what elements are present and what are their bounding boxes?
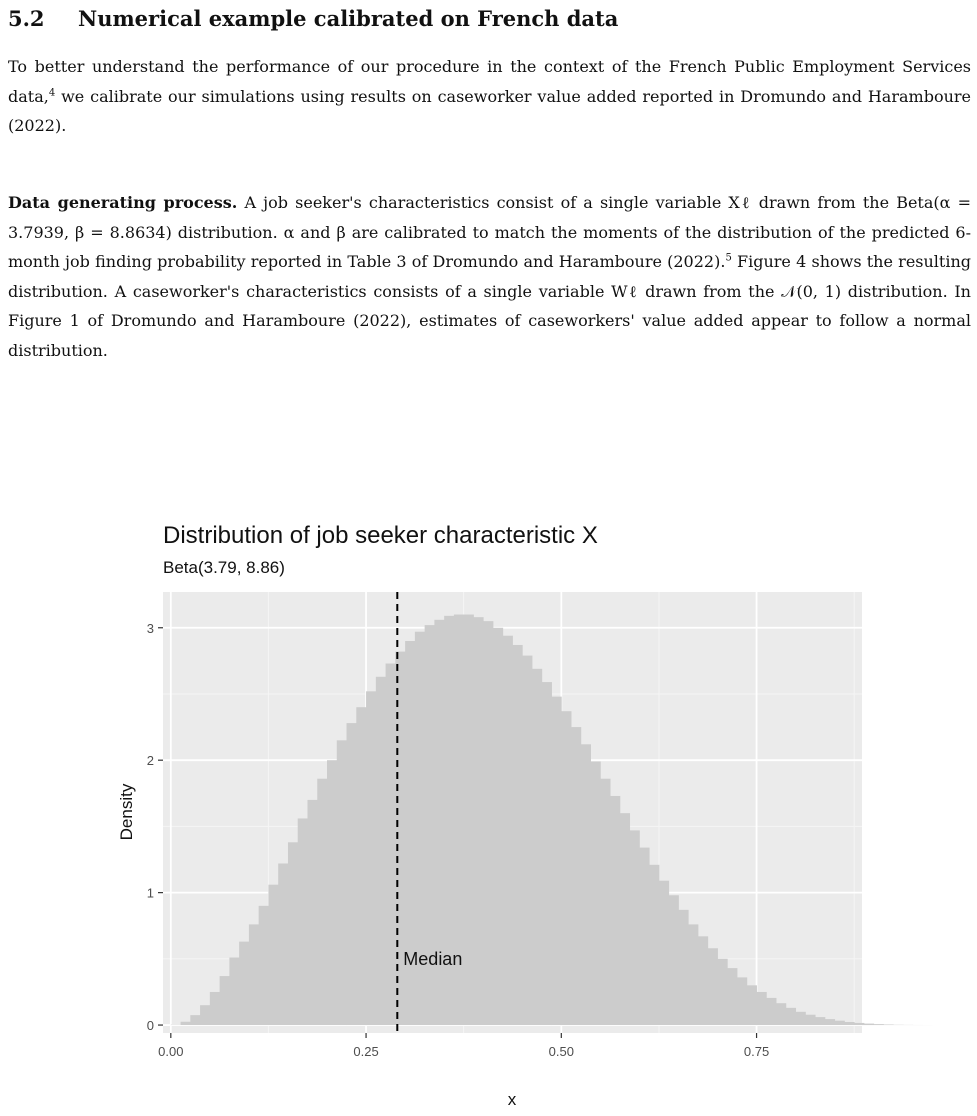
histogram-bar xyxy=(708,948,718,1025)
histogram-bar xyxy=(610,796,620,1025)
histogram-bar xyxy=(649,865,659,1025)
histogram-bar xyxy=(473,617,483,1025)
histogram-bar xyxy=(249,924,259,1025)
histogram-bar xyxy=(307,800,317,1025)
histogram-bar xyxy=(210,992,220,1025)
histogram-bar xyxy=(669,895,679,1025)
histogram-bar xyxy=(464,615,474,1026)
paragraph-dgp xyxy=(8,188,971,365)
histogram-bar xyxy=(268,885,278,1025)
histogram-bar xyxy=(181,1022,191,1025)
paragraph-intro-text: To better understand the performance of our procedure in the context of the French Public Employment Services data, xyxy=(8,57,971,106)
histogram-bar xyxy=(835,1021,845,1025)
histogram-bar xyxy=(581,744,591,1025)
section-number: 5.2 xyxy=(8,6,45,31)
histogram-bar xyxy=(737,977,747,1025)
histogram-bar xyxy=(630,830,640,1025)
histogram-bar xyxy=(552,697,562,1025)
histogram-bar xyxy=(747,985,757,1025)
histogram-bar xyxy=(600,779,610,1025)
histogram-bar xyxy=(522,656,532,1025)
histogram-bar xyxy=(776,1003,786,1025)
histogram-bar xyxy=(483,621,493,1025)
histogram-bar xyxy=(727,968,737,1025)
histogram-bar xyxy=(200,1005,210,1025)
footnote-marker-5[interactable]: 5 xyxy=(725,252,732,264)
histogram-bar xyxy=(620,813,630,1025)
histogram-bar xyxy=(678,910,688,1025)
histogram-bar xyxy=(366,691,376,1025)
histogram-bar xyxy=(347,723,357,1025)
histogram-bar xyxy=(825,1019,835,1025)
histogram-bar xyxy=(659,881,669,1025)
histogram-bar xyxy=(786,1008,796,1025)
histogram-bar xyxy=(815,1017,825,1025)
chart-subtitle: Beta(3.79, 8.86) xyxy=(163,558,285,577)
y-axis xyxy=(147,621,163,1033)
histogram-bar xyxy=(766,998,776,1025)
histogram-bar xyxy=(239,942,249,1025)
paragraph-intro xyxy=(8,52,971,141)
histogram-bar xyxy=(229,958,239,1026)
histogram-bar xyxy=(376,677,386,1025)
paragraph-dgp-text-cont: Figure 4 shows the resulting distribution. A caseworker's characteristics consists of a single variable Wℓ drawn from the 𝒩(0, 1) distribution. In Figure 1 of Dromundo and Haramboure (2022), estimates of caseworkers' value added appear to follow a normal distribution. xyxy=(8,252,972,360)
histogram-bar xyxy=(718,959,728,1025)
y-tick-label: 0 xyxy=(146,1018,154,1034)
y-tick-label: 3 xyxy=(146,620,154,636)
histogram-bar xyxy=(805,1015,815,1025)
y-tick-label: 2 xyxy=(146,753,154,769)
y-axis-label: Density xyxy=(117,783,136,841)
x-axis xyxy=(158,1033,769,1059)
histogram-bar xyxy=(278,863,288,1025)
histogram-bar xyxy=(288,842,298,1025)
footnote-marker-4[interactable]: 4 xyxy=(48,87,56,99)
histogram-bar xyxy=(356,707,366,1025)
x-tick-label: 0.00 xyxy=(158,1044,184,1059)
histogram-bar xyxy=(337,740,347,1025)
histogram-bar xyxy=(639,848,649,1025)
histogram-bar xyxy=(561,711,571,1025)
histogram-bar xyxy=(503,636,513,1025)
histogram-bar xyxy=(317,779,327,1025)
histogram-bar xyxy=(757,992,767,1025)
histogram-bar xyxy=(259,906,269,1025)
paragraph-dgp-text: A job seeker's characteristics consist of a single variable Xℓ drawn from the Beta(α = 3.7939, β = 8.8634) distribution. α and β are calibrated to match the moments of the distribution of the predicted 6-month job finding probability reported in Table 3 of Dromundo and Haramboure (2022). xyxy=(8,193,972,271)
section-heading xyxy=(8,6,618,31)
histogram-bar xyxy=(698,936,708,1025)
histogram-bar xyxy=(542,682,552,1025)
histogram-bar xyxy=(591,762,601,1026)
histogram-bar xyxy=(844,1022,854,1025)
figure-histogram xyxy=(0,516,977,1116)
chart-svg xyxy=(0,516,977,1116)
histogram-bar xyxy=(874,1024,884,1025)
histogram-bar xyxy=(327,760,337,1025)
histogram-bar xyxy=(298,818,308,1025)
chart-title: Distribution of job seeker characteristic X xyxy=(163,522,598,549)
paragraph-lead: Data generating process. xyxy=(8,193,238,212)
histogram-bar xyxy=(688,924,698,1025)
section-title: Numerical example calibrated on French data xyxy=(78,6,619,31)
histogram-bar xyxy=(220,976,230,1025)
histogram-bar xyxy=(796,1012,806,1025)
x-tick-label: 0.75 xyxy=(743,1044,770,1059)
histogram-bar xyxy=(386,664,396,1026)
histogram-bar xyxy=(493,628,503,1025)
histogram-bar xyxy=(513,645,523,1025)
histogram-bar xyxy=(532,669,542,1025)
histogram-bar xyxy=(190,1015,200,1025)
histogram-bar xyxy=(883,1025,893,1026)
histogram-bar xyxy=(571,727,581,1025)
y-tick-label: 1 xyxy=(146,885,154,901)
x-axis-label: x xyxy=(507,1090,517,1109)
paragraph-intro-text-cont: we calibrate our simulations using results on caseworker value added reported in Dromundo and Haramboure (2022). xyxy=(8,86,971,135)
histogram-bar xyxy=(854,1023,864,1025)
x-tick-label: 0.25 xyxy=(353,1044,379,1059)
histogram-bar xyxy=(864,1024,874,1025)
x-tick-label: 0.50 xyxy=(548,1044,574,1059)
median-label: Median xyxy=(403,948,463,969)
